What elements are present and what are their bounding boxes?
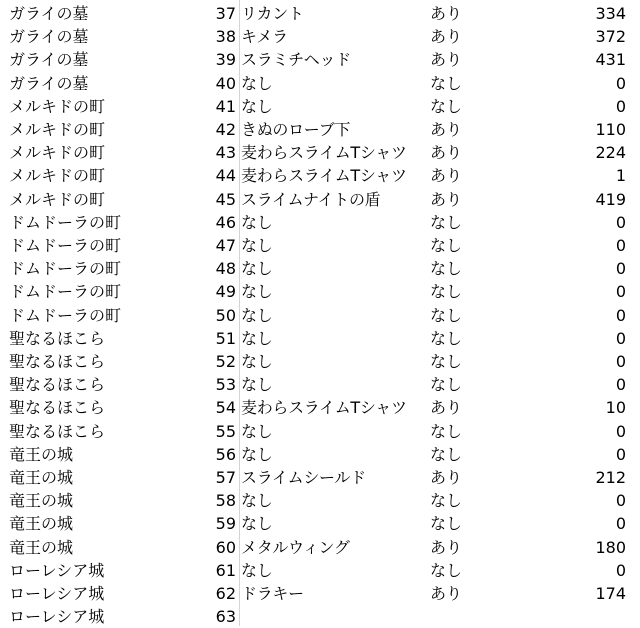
cell-flag: なし [430, 212, 463, 232]
cell-flag: あり [430, 398, 463, 418]
cell-flag [430, 605, 490, 628]
cell-flag: あり [430, 50, 463, 70]
cell-number: 50 [215, 305, 236, 325]
cell-number: 59 [215, 514, 236, 534]
table-row [0, 257, 640, 280]
table-row [0, 118, 640, 141]
cell-count: 0 [615, 328, 626, 348]
cell-item: なし [241, 444, 273, 464]
cell-count: 0 [615, 444, 626, 464]
cell-flag: なし [430, 73, 463, 93]
cell-location: メルキドの町 [9, 96, 106, 116]
cell-number: 61 [215, 560, 236, 580]
cell-number: 41 [215, 96, 236, 116]
cell-number: 49 [215, 282, 236, 302]
cell-count: 180 [595, 537, 626, 557]
table-row [0, 489, 640, 512]
cell-count: 0 [615, 259, 626, 279]
cell-count: 0 [615, 282, 626, 302]
cell-location: メルキドの町 [9, 189, 106, 209]
cell-count: 224 [595, 143, 626, 163]
cell-count: 0 [615, 96, 626, 116]
cell-number: 48 [215, 259, 236, 279]
cell-item [241, 605, 431, 628]
table-row [0, 141, 640, 164]
cell-location: ガライの墓 [9, 73, 89, 93]
table-row [0, 188, 640, 211]
cell-item: スライムナイトの盾 [241, 189, 381, 209]
cell-location: 竜王の城 [9, 537, 74, 557]
cell-count [540, 605, 626, 628]
cell-number: 51 [215, 328, 236, 348]
table-row [0, 443, 640, 466]
table-row [0, 536, 640, 559]
cell-count: 0 [615, 375, 626, 395]
cell-item: なし [241, 514, 273, 534]
cell-item: なし [241, 560, 273, 580]
table-row [0, 95, 640, 118]
cell-count: 0 [615, 236, 626, 255]
cell-number: 47 [215, 236, 236, 255]
table-row [0, 466, 640, 489]
cell-count: 0 [615, 491, 626, 511]
table-row [0, 373, 640, 396]
cell-count: 110 [595, 120, 626, 139]
cell-item: 麦わらスライムTシャツ [241, 166, 407, 186]
cell-number: 42 [215, 120, 236, 139]
cell-count: 0 [615, 560, 626, 580]
cell-location: ドムドーラの町 [9, 259, 122, 279]
table-row [0, 512, 640, 535]
cell-item: キメラ [241, 27, 288, 47]
cell-location: ローレシア城 [9, 560, 105, 580]
table-row [0, 559, 640, 582]
cell-item: なし [241, 421, 273, 441]
table-row [0, 72, 640, 95]
cell-flag: あり [430, 166, 463, 186]
cell-location: 聖なるほこら [9, 375, 106, 395]
cell-flag: あり [430, 537, 463, 557]
cell-count: 334 [595, 4, 626, 23]
cell-number: 52 [215, 352, 236, 371]
cell-location: 竜王の城 [9, 491, 74, 511]
table-row [0, 605, 640, 628]
table-row [0, 48, 640, 71]
cell-location: ドムドーラの町 [9, 236, 122, 255]
cell-item: なし [241, 73, 273, 93]
cell-count: 431 [595, 50, 626, 70]
cell-count: 0 [615, 212, 626, 232]
cell-flag: なし [430, 375, 463, 395]
cell-number: 43 [215, 143, 236, 163]
cell-item: なし [241, 282, 273, 302]
cell-location: ドムドーラの町 [9, 305, 122, 325]
cell-location: ガライの墓 [9, 4, 89, 23]
cell-count: 419 [595, 189, 626, 209]
cell-number: 37 [215, 4, 236, 23]
cell-count: 212 [595, 468, 626, 487]
cell-number: 54 [215, 398, 236, 418]
cell-location: 竜王の城 [9, 514, 74, 534]
cell-item: なし [241, 352, 273, 371]
table-row [0, 396, 640, 419]
table-row [0, 211, 640, 234]
cell-item: なし [241, 491, 273, 511]
table-row [0, 304, 640, 327]
cell-flag: なし [430, 421, 463, 441]
cell-location: ガライの墓 [9, 27, 89, 47]
table-row [0, 327, 640, 350]
cell-number: 46 [215, 212, 236, 232]
cell-number: 57 [215, 468, 236, 487]
cell-number: 56 [215, 444, 236, 464]
cell-item: メタルウィング [241, 537, 350, 557]
table-row [0, 280, 640, 303]
cell-flag: あり [430, 27, 463, 47]
cell-number: 38 [215, 27, 236, 47]
cell-item: ドラキー [241, 584, 304, 603]
cell-flag: あり [430, 584, 463, 603]
cell-count: 10 [605, 398, 626, 418]
cell-location: ローレシア城 [9, 607, 105, 627]
cell-item: 麦わらスライムTシャツ [241, 398, 407, 418]
cell-flag: なし [430, 491, 463, 511]
cell-item: なし [241, 305, 273, 325]
cell-location: 聖なるほこら [9, 352, 106, 371]
cell-number: 60 [215, 537, 236, 557]
cell-item: なし [241, 96, 273, 116]
cell-item: スライムシールド [241, 468, 366, 487]
cell-location: ドムドーラの町 [9, 282, 122, 302]
cell-number: 40 [215, 73, 236, 93]
cell-item: なし [241, 259, 273, 279]
cell-location: ガライの墓 [9, 50, 89, 70]
cell-item: 麦わらスライムTシャツ [241, 143, 407, 163]
cell-location: メルキドの町 [9, 120, 106, 139]
cell-flag: あり [430, 120, 463, 139]
cell-number: 53 [215, 375, 236, 395]
cell-number: 58 [215, 491, 236, 511]
cell-location: 聖なるほこら [9, 421, 106, 441]
table-row [0, 25, 640, 48]
cell-count: 0 [615, 73, 626, 93]
cell-location: メルキドの町 [9, 166, 106, 186]
table-row [0, 2, 640, 25]
cell-count: 1 [615, 166, 626, 186]
cell-item: なし [241, 236, 273, 255]
cell-item: なし [241, 375, 273, 395]
cell-location: 竜王の城 [9, 444, 74, 464]
cell-item: きぬのローブ下 [241, 120, 351, 139]
cell-flag: なし [430, 236, 463, 255]
cell-flag: なし [430, 328, 463, 348]
cell-count: 174 [595, 584, 626, 603]
cell-count: 0 [615, 352, 626, 371]
cell-number: 45 [215, 189, 236, 209]
cell-flag: あり [430, 468, 463, 487]
cell-location: ローレシア城 [9, 584, 105, 603]
table-row [0, 350, 640, 373]
cell-item: なし [241, 212, 273, 232]
cell-number: 55 [215, 421, 236, 441]
cell-flag: なし [430, 560, 463, 580]
cell-location: 竜王の城 [9, 468, 74, 487]
table-row [0, 420, 640, 443]
cell-flag: なし [430, 514, 463, 534]
cell-flag: なし [430, 96, 463, 116]
cell-location: 聖なるほこら [9, 398, 106, 418]
cell-location: 聖なるほこら [9, 328, 106, 348]
cell-location: ドムドーラの町 [9, 212, 122, 232]
cell-item: スラミチヘッド [241, 50, 351, 70]
cell-flag: なし [430, 259, 463, 279]
table-row [0, 164, 640, 187]
table-row [0, 582, 640, 605]
cell-number: 39 [215, 50, 236, 70]
cell-number: 44 [215, 166, 236, 186]
cell-item: なし [241, 328, 273, 348]
cell-count: 0 [615, 421, 626, 441]
cell-item: リカント [241, 4, 304, 23]
cell-count: 372 [595, 27, 626, 47]
cell-flag: あり [430, 143, 463, 163]
cell-flag: あり [430, 189, 463, 209]
cell-flag: なし [430, 352, 463, 371]
cell-number: 63 [215, 607, 236, 627]
cell-location: メルキドの町 [9, 143, 106, 163]
cell-flag: あり [430, 4, 463, 23]
cell-number: 62 [215, 584, 236, 603]
cell-flag: なし [430, 282, 463, 302]
cell-flag: なし [430, 444, 463, 464]
table-row [0, 234, 640, 257]
cell-count: 0 [615, 305, 626, 325]
cell-flag: なし [430, 305, 463, 325]
cell-count: 0 [615, 514, 626, 534]
